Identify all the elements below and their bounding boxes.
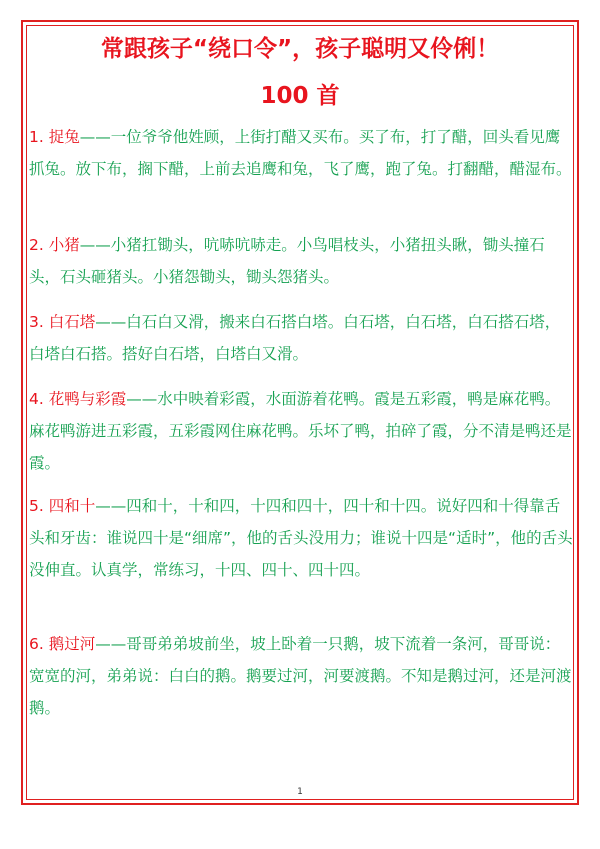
poem-5	[29, 490, 574, 586]
poem-5-text: ——四和十，十和四，十四和四十，四十和十四。说好四和十得靠舌头和牙齿：谁说四十是“细席”，他的舌头没用力；谁说十四是“适时”，他的舌头没伸直。认真学，常练习，十四、四十、四十四。	[29, 497, 573, 579]
document-title: 常跟孩子“绕口令”，孩子聪明又伶俐！	[100, 36, 500, 62]
poem-6	[29, 628, 574, 724]
poem-3-title: 3. 白石塔	[29, 313, 96, 331]
document-subtitle: 100 首	[260, 83, 340, 109]
poem-6-text: ——哥哥弟弟坡前坐，坡上卧着一只鹅，坡下流着一条河，哥哥说：宽宽的河，弟弟说：白白的鹅。鹅要过河，河要渡鹅。不知是鹅过河，还是河渡鹅。	[29, 635, 572, 717]
page-number: 1	[297, 787, 303, 797]
poem-2-title: 2. 小猪	[29, 236, 80, 254]
poem-1-title: 1. 捉兔	[29, 128, 80, 146]
poem-5-title: 5. 四和十	[29, 497, 96, 515]
poem-6-title: 6. 鹅过河	[29, 635, 96, 653]
poem-1-text: ——一位爷爷他姓顾，上街打醋又买布。买了布，打了醋，回头看见鹰抓兔。放下布，搁下醋，上前去追鹰和兔，飞了鹰，跑了兔。打翻醋，醋湿布。	[29, 128, 572, 178]
poem-3	[29, 306, 574, 370]
poem-3-text: ——白石白又滑，搬来白石搭白塔。白石塔，白石塔，白石搭石塔，白塔白石搭。搭好白石塔，白塔白又滑。	[29, 313, 561, 363]
poem-1	[29, 121, 574, 185]
poem-4	[29, 383, 574, 479]
poem-2	[29, 229, 574, 293]
poem-4-text: ——水中映着彩霞，水面游着花鸭。霞是五彩霞，鸭是麻花鸭。麻花鸭游进五彩霞，五彩霞网住麻花鸭。乐坏了鸭，拍碎了霞，分不清是鸭还是霞。	[29, 390, 572, 472]
poem-2-text: ——小猪扛锄头，吭哧吭哧走。小鸟唱枝头，小猪扭头瞅，锄头撞石头，石头砸猪头。小猪怨锄头，锄头怨猪头。	[29, 236, 545, 286]
poem-4-title: 4. 花鸭与彩霞	[29, 390, 127, 408]
